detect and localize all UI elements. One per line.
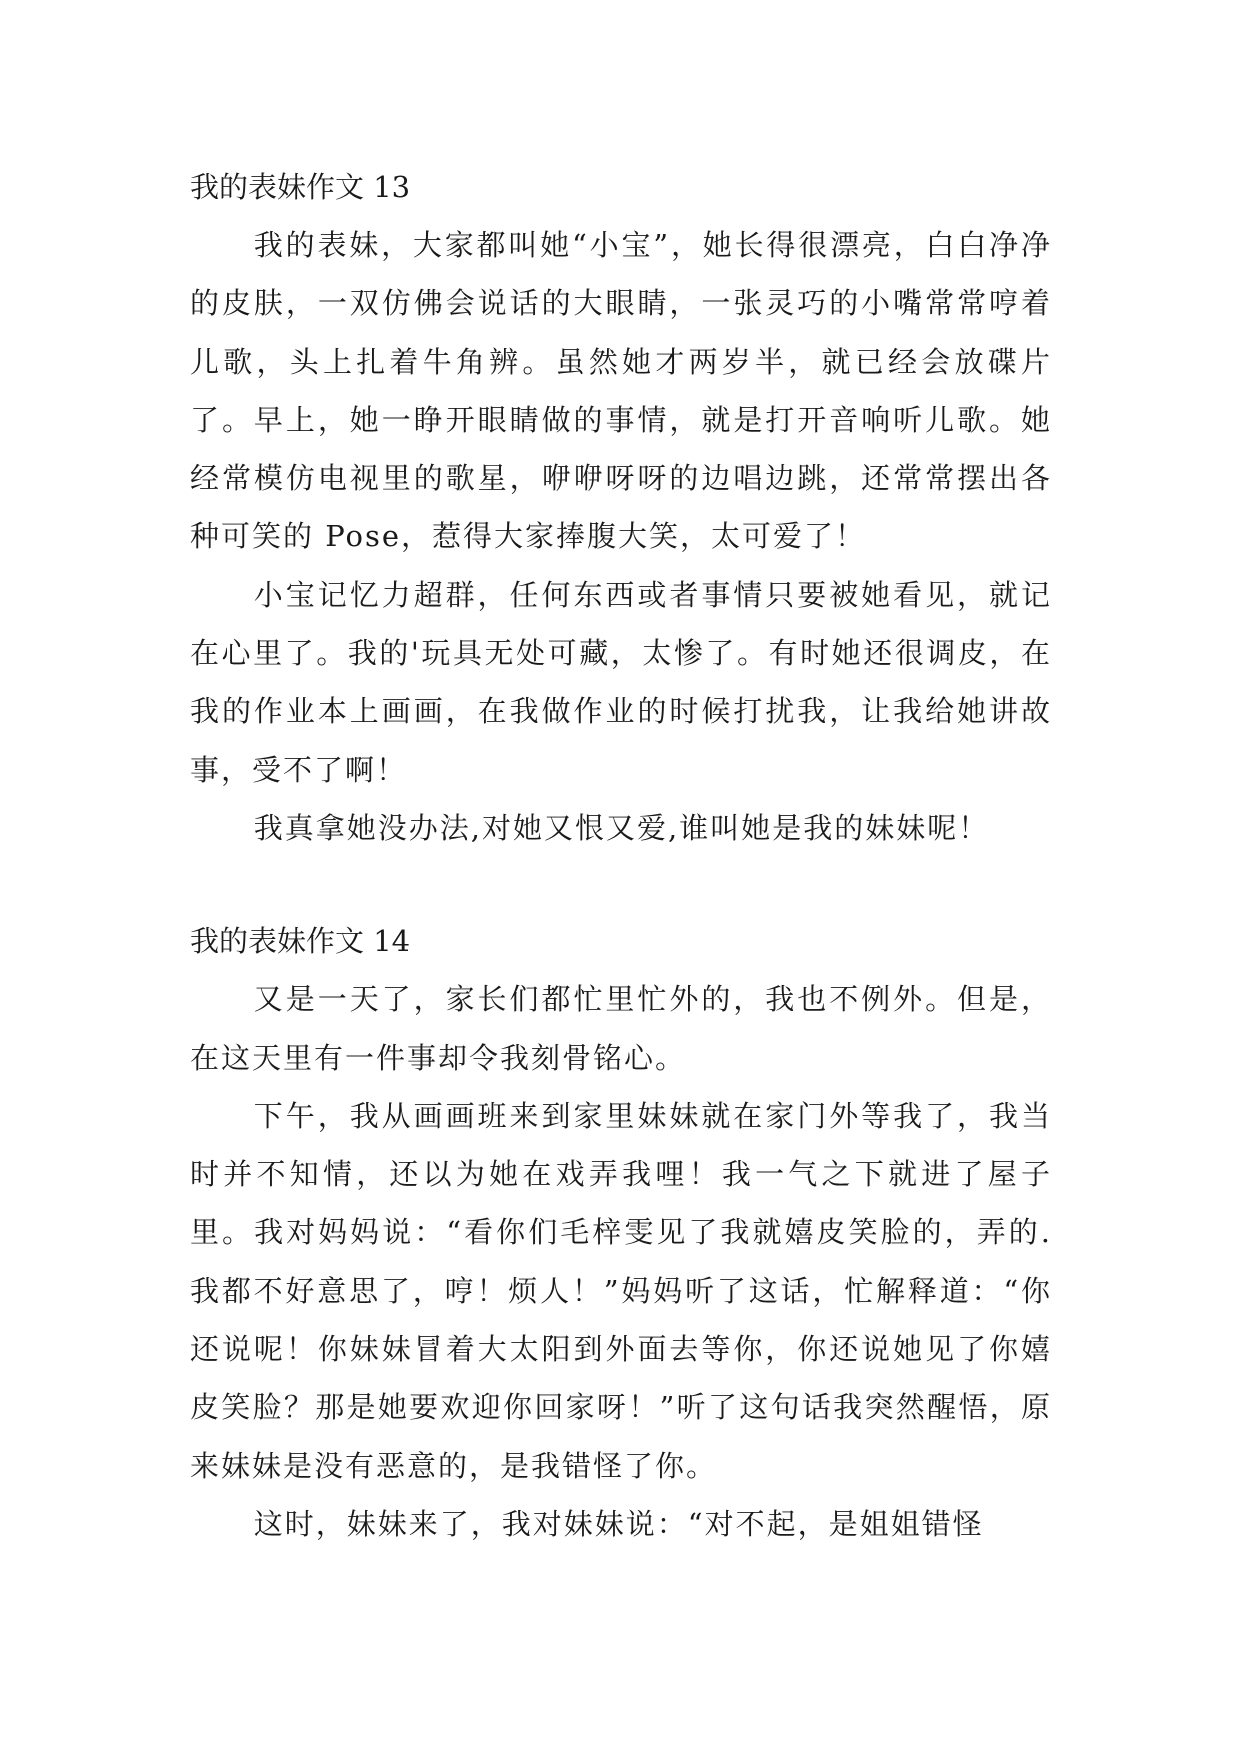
essay-14	[190, 912, 1052, 1553]
paragraph: 下午，我从画画班来到家里妹妹就在家门外等我了，我当时并不知情，还以为她在戏弄我哩！我一气之下就进了屋子里。我对妈妈说：“看你们毛梓雯见了我就嬉皮笑脸的，弄的.我都不好意思了，哼！烦人！”妈妈听了这话，忙解释道：“你还说呢！你妹妹冒着大太阳到外面去等你，你还说她见了你嬉皮笑脸？那是她要欢迎你回家呀！”听了这句话我突然醒悟，原来妹妹是没有恶意的，是我错怪了你。	[190, 1098, 1052, 1483]
essay-13	[190, 158, 1052, 857]
document-page	[190, 158, 1052, 1553]
paragraph: 这时，妹妹来了，我对妹妹说：“对不起，是姐姐错怪	[253, 1506, 984, 1541]
paragraph: 小宝记忆力超群，任何东西或者事情只要被她看见，就记在心里了。我的'玩具无处可藏，太惨了。有时她还很调皮，在我的作业本上画画，在我做作业的时候打扰我，让我给她讲故事，受不了啊！	[190, 577, 1052, 787]
paragraph: 我真拿她没办法,对她又恨又爱,谁叫她是我的妹妹呢！	[253, 810, 990, 845]
paragraph: 我的表妹，大家都叫她“小宝”，她长得很漂亮，白白净净的皮肤，一双仿佛会说话的大眼睛，一张灵巧的小嘴常常哼着儿歌，头上扎着牛角辨。虽然她才两岁半，就已经会放碟片了。早上，她一睁开眼睛做的事情，就是打开音响听儿歌。她经常模仿电视里的歌星，咿咿呀呀的边唱边跳，还常常摆出各种可笑的 Pose，惹得大家捧腹大笑，太可爱了！	[190, 228, 1052, 554]
paragraph: 又是一天了，家长们都忙里忙外的，我也不例外。但是，在这天里有一件事却令我刻骨铭心。	[190, 982, 1052, 1075]
essay-title: 我的表妹作文 13	[190, 170, 411, 204]
essay-title: 我的表妹作文 14	[190, 924, 411, 959]
